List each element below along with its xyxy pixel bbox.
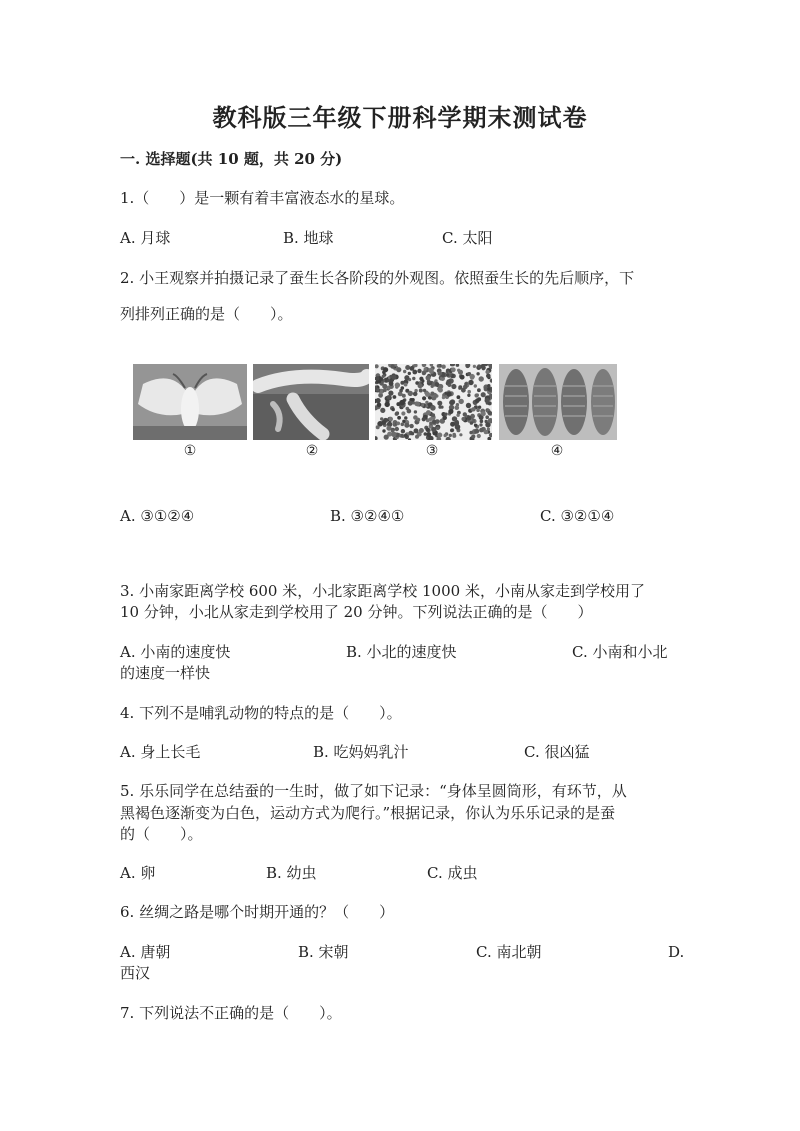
- question-5-stem-line-2: 黑褐色逐渐变为白色，运动方式为爬行。”根据记录，你认为乐乐记录的是蚕: [120, 804, 616, 822]
- photo-label-4: ④: [550, 443, 564, 459]
- question-2-option-b: B. ③②④①: [330, 507, 405, 525]
- question-5-option-a: A. 卵: [120, 864, 156, 882]
- question-6-option-c: C. 南北朝: [476, 943, 542, 961]
- question-6-option-a: A. 唐朝: [120, 943, 171, 961]
- question-2-option-a: A. ③①②④: [120, 507, 195, 525]
- question-6-stem: 6. 丝绸之路是哪个时期开通的？（ ）: [120, 903, 395, 921]
- question-5-option-b: B. 幼虫: [266, 864, 317, 882]
- photo-cocoons: [499, 364, 617, 440]
- question-6-option-d-continued: 西汉: [120, 964, 151, 982]
- photo-label-2: ②: [305, 443, 319, 459]
- question-2-option-c: C. ③②①④: [540, 507, 615, 525]
- question-5-option-c: C. 成虫: [427, 864, 478, 882]
- question-2-stem-line-1: 2. 小王观察并拍摄记录了蚕生长各阶段的外观图。依照蚕生长的先后顺序，下: [120, 269, 635, 287]
- question-4-option-c: C. 很凶猛: [524, 743, 590, 761]
- question-1-option-c: C. 太阳: [442, 229, 493, 247]
- question-3-option-c: C. 小南和小北: [572, 643, 668, 661]
- question-7-stem: 7. 下列说法不正确的是（ ）。: [120, 1004, 342, 1022]
- question-3-stem-line-2: 10 分钟，小北从家走到学校用了 20 分钟。下列说法正确的是（ ）: [120, 603, 593, 621]
- question-3-option-a: A. 小南的速度快: [120, 643, 231, 661]
- question-6-option-b: B. 宋朝: [298, 943, 349, 961]
- question-6-option-d: D.: [668, 943, 685, 961]
- question-3-stem-line-1: 3. 小南家距离学校 600 米，小北家距离学校 1000 米，小南从家走到学校用了: [120, 582, 645, 600]
- question-4-stem: 4. 下列不是哺乳动物的特点的是（ ）。: [120, 704, 402, 722]
- section-heading: 一. 选择题(共 10 题，共 20 分): [120, 150, 343, 168]
- question-2-stem-line-2: 列排列正确的是（ ）。: [120, 305, 293, 323]
- photo-larvae: [253, 364, 369, 440]
- question-1-option-b: B. 地球: [283, 229, 334, 247]
- question-1-stem: 1.（ ）是一颗有着丰富液态水的星球。: [120, 189, 405, 207]
- question-5-stem-line-1: 5. 乐乐同学在总结蚕的一生时，做了如下记录：“身体呈圆筒形，有环节，从: [120, 782, 627, 800]
- question-5-stem-line-3: 的（ ）。: [120, 825, 203, 843]
- photo-moth: [133, 364, 247, 440]
- question-4-option-a: A. 身上长毛: [120, 743, 201, 761]
- photo-label-1: ①: [183, 443, 197, 459]
- question-4-option-b: B. 吃妈妈乳汁: [313, 743, 409, 761]
- question-3-option-b: B. 小北的速度快: [346, 643, 457, 661]
- photo-eggs: [375, 364, 492, 440]
- silkworm-stage-photos: [133, 364, 617, 440]
- photo-label-3: ③: [425, 443, 439, 459]
- page-title: 教科版三年级下册科学期末测试卷: [212, 103, 588, 132]
- question-3-option-c-continued: 的速度一样快: [120, 664, 211, 682]
- question-1-option-a: A. 月球: [120, 229, 171, 247]
